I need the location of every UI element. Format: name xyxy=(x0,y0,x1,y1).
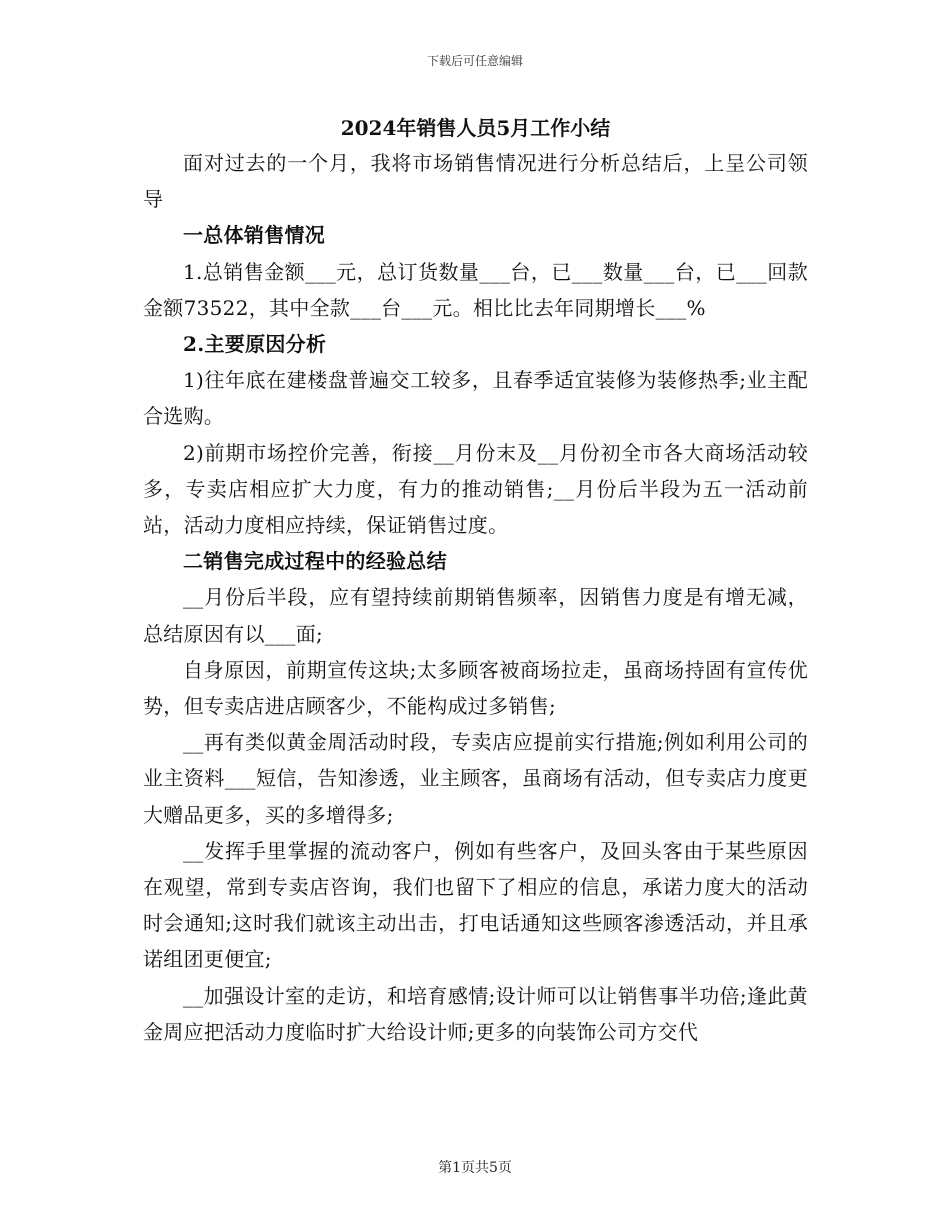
paragraph-experience-intro: __月份后半段，应有望持续前期销售频率，因销售力度是有增无减，总结原因有以___面; xyxy=(143,585,808,646)
section-heading-experience-summary: 二销售完成过程中的经验总结 xyxy=(183,549,447,574)
paragraph-intro: 面对过去的一个月，我将市场销售情况进行分析总结后，上呈公司领导 xyxy=(143,151,808,212)
page-footer-page-number: 第1页共5页 xyxy=(438,1160,512,1176)
paragraph-designer-visits: __加强设计室的走访，和培育感情;设计师可以让销售事半功倍;逢此黄金周应把活动力度临时扩大给设计师;更多的向装饰公司方交代 xyxy=(143,983,808,1044)
document-body xyxy=(143,113,808,1050)
page-header-note: 下载后可任意编辑 xyxy=(426,54,523,68)
section-heading-cause-analysis: 2.主要原因分析 xyxy=(183,332,327,357)
section-heading-overall-sales: 一总体销售情况 xyxy=(183,223,326,248)
paragraph-cause-1: 1)往年底在建楼盘普遍交工较多，且春季适宜装修为装修热季;业主配合选购。 xyxy=(143,368,808,429)
paragraph-golden-week-measures: __再有类似黄金周活动时段，专卖店应提前实行措施;例如利用公司的业主资料___短信，告知渗透，业主顾客，虽商场有活动，但专卖店力度更大赠品更多，买的多增得多; xyxy=(143,730,808,827)
document-title: 2024年销售人员5月工作小结 xyxy=(340,116,611,140)
paragraph-own-reasons: 自身原因，前期宣传这块;太多顾客被商场拉走，虽商场持固有宣传优势，但专卖店进店顾客少，不能构成过多销售; xyxy=(143,657,808,719)
paragraph-sales-figures: 1.总销售金额___元，总订货数量___台，已___数量___台，已___回款金额73522，其中全款___台___元。相比比去年同期增长___% xyxy=(143,259,808,320)
paragraph-cause-2: 2)前期市场控价完善，衔接__月份末及__月份初全市各大商场活动较多，专卖店相应扩大力度，有力的推动销售;__月份后半段为五一活动前站，活动力度相应持续，保证销售过度。 xyxy=(143,440,808,538)
paragraph-mobile-customers: __发挥手里掌握的流动客户，例如有些客户，及回头客由于某些原因在观望，常到专卖店咨询，我们也留下了相应的信息，承诺力度大的活动时会通知;这时我们就该主动出击，打电话通知这些顾客渗透活动，并且承诺组团更便宜; xyxy=(143,838,808,972)
